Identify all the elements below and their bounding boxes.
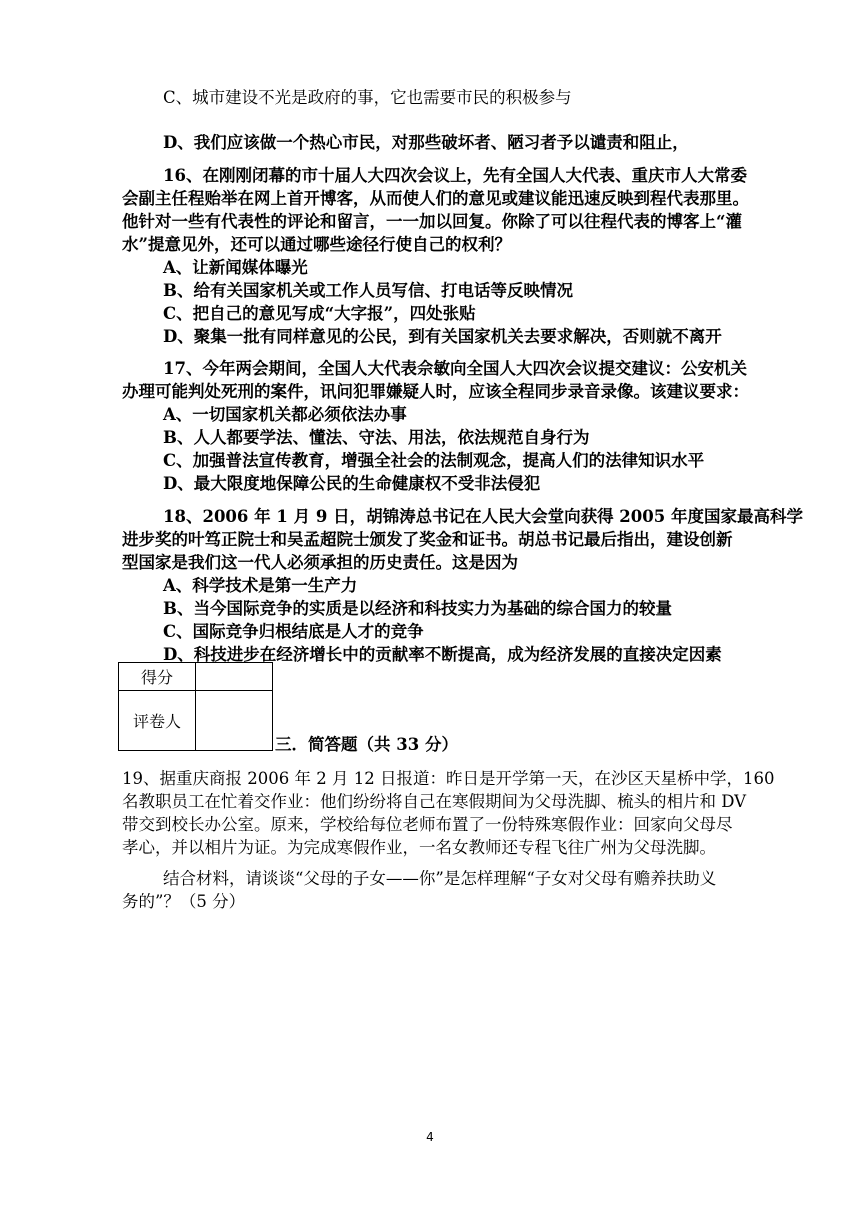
q17-option-a: A、一切国家机关都必须依法办事 <box>163 405 407 424</box>
score-table <box>118 662 273 751</box>
section-title: 三．简答题（共 33 分） <box>275 735 458 754</box>
q16-stem-line: 他针对一些有代表性的评论和留言，一一加以回复。你除了可以往程代表的博客上“灌 <box>122 212 742 231</box>
q19-material-line: 19、据重庆商报 2006 年 2 月 12 日报道：昨日是开学第一天，在沙区天星桥中学，160 <box>122 769 775 788</box>
q17-stem-line: 办理可能判处死刑的案件，讯问犯罪嫌疑人时，应该全程同步录音录像。该建议要求： <box>122 382 749 401</box>
q16-option-d: D、聚集一批有同样意见的公民，到有关国家机关去要求解决，否则就不离开 <box>163 327 722 346</box>
q18-stem-line: 型国家是我们这一代人必须承担的历史责任。这是因为 <box>122 553 518 572</box>
grader-cell[interactable] <box>196 691 273 751</box>
q17-option-d: D、最大限度地保障公民的生命健康权不受非法侵犯 <box>163 474 541 493</box>
q18-option-b: B、当今国际竞争的实质是以经济和科技实力为基础的综合国力的较量 <box>163 599 672 618</box>
score-cell[interactable] <box>196 663 273 691</box>
score-label: 得分 <box>119 663 196 691</box>
q16-stem-line: 会副主任程贻举在网上首开博客，从而使人们的意见或建议能迅速反映到程代表那里。 <box>122 189 749 208</box>
q15-option-d: D、我们应该做一个热心市民，对那些破坏者、陋习者予以谴责和阻止， <box>163 133 689 152</box>
q19-question-line: 结合材料，请谈谈“父母的子女——你”是怎样理解“子女对父母有赡养扶助义 <box>163 869 717 888</box>
q17-stem-line: 17、今年两会期间，全国人大代表佘敏向全国人大四次会议提交建议：公安机关 <box>163 359 747 378</box>
page-number: 4 <box>426 1130 434 1144</box>
q18-option-c: C、国际竞争归根结底是人才的竞争 <box>163 622 424 641</box>
q16-stem-line: 16、在刚刚闭幕的市十届人大四次会议上，先有全国人大代表、重庆市人大常委 <box>163 166 747 185</box>
q16-stem-line: 水”提意见外，还可以通过哪些途径行使自己的权利？ <box>122 235 511 254</box>
q17-option-b: B、人人都要学法、懂法、守法、用法，依法规范自身行为 <box>163 428 590 447</box>
q18-stem-line: 18、2006 年 1 月 9 日，胡锦涛总书记在人民大会堂向获得 2005 年度国家最高科学 <box>163 507 803 526</box>
q18-option-d: D、科技进步在经济增长中的贡献率不断提高，成为经济发展的直接决定因素 <box>163 645 722 664</box>
q16-option-a: A、让新闻媒体曝光 <box>163 258 308 277</box>
q18-option-a: A、科学技术是第一生产力 <box>163 576 358 595</box>
grader-label: 评卷人 <box>119 691 196 751</box>
q19-material-line: 名教职员工在忙着交作业：他们纷纷将自己在寒假期间为父母洗脚、梳头的相片和 DV <box>122 792 747 811</box>
q17-option-c: C、加强普法宣传教育，增强全社会的法制观念，提高人们的法律知识水平 <box>163 451 705 470</box>
q15-option-c: C、城市建设不光是政府的事，它也需要市民的积极参与 <box>163 88 572 107</box>
q19-material-line: 孝心，并以相片为证。为完成寒假作业，一名女教师还专程飞往广州为父母洗脚。 <box>122 838 716 857</box>
q19-question-line: 务的”？（5 分） <box>122 892 246 911</box>
q16-option-b: B、给有关国家机关或工作人员写信、打电话等反映情况 <box>163 281 573 300</box>
q16-option-c: C、把自己的意见写成“大字报”，四处张贴 <box>163 304 476 323</box>
q18-stem-line: 进步奖的叶笃正院士和吴孟超院士颁发了奖金和证书。胡总书记最后指出，建设创新 <box>122 530 733 549</box>
q19-material-line: 带交到校长办公室。原来，学校给每位老师布置了一份特殊寒假作业：回家向父母尽 <box>122 815 733 834</box>
